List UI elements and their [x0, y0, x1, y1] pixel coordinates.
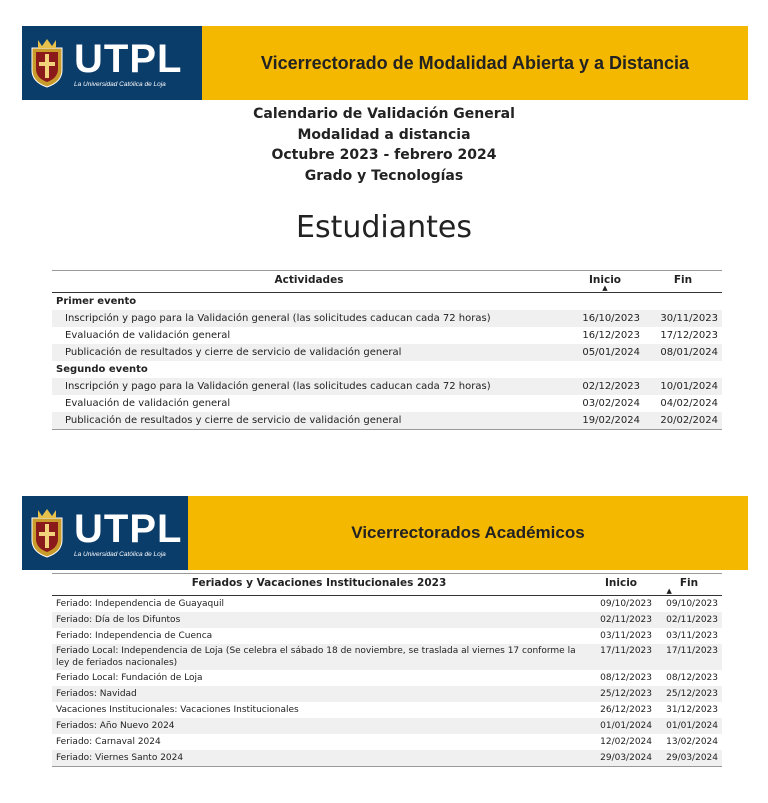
end-date-cell: 10/01/2024 [644, 378, 722, 395]
start-date-cell: 16/12/2023 [582, 330, 640, 341]
end-date-cell: 04/02/2024 [660, 398, 718, 409]
holiday-cell: Feriado: Viernes Santo 2024 [52, 750, 586, 767]
section-title: Estudiantes [296, 210, 472, 245]
students-table [52, 270, 722, 430]
bottom-banner [22, 496, 748, 570]
table-row [52, 378, 722, 395]
sort-ascending-icon[interactable]: ▲ [666, 587, 672, 595]
table-row [52, 412, 722, 430]
activity-cell: Evaluación de validación general [65, 398, 231, 409]
logo-subtitle: La Universidad Católica de Loja [74, 550, 166, 558]
end-date-cell: 02/11/2023 [656, 612, 722, 628]
logo-subtitle: La Universidad Católica de Loja [74, 80, 166, 88]
end-date-cell: 13/02/2024 [666, 737, 718, 747]
calendar-period: Octubre 2023 - febrero 2024 [271, 147, 497, 163]
start-date-cell: 01/01/2024 [586, 718, 656, 734]
start-date-cell: 02/12/2023 [566, 378, 644, 395]
holiday-cell: Feriado: Carnaval 2024 [56, 737, 161, 747]
utpl-logo [22, 26, 202, 100]
start-date-cell: 02/11/2023 [586, 612, 656, 628]
calendar-modality: Modalidad a distancia [297, 126, 471, 143]
table-row [52, 686, 722, 702]
start-date-cell: 16/10/2023 [566, 310, 644, 327]
table-row [52, 612, 722, 628]
calendar-level: Grado y Tecnologías [304, 167, 464, 184]
start-date-cell: 29/03/2024 [586, 750, 656, 767]
logo-wordmark: UTPL [74, 506, 183, 551]
holiday-cell: Feriado Local: Independencia de Loja (Se celebra el sábado 18 de noviembre, se traslada al viernes 17 conforme la ley de feriados nacionales) [52, 644, 586, 670]
table-row [52, 718, 722, 734]
holiday-cell: Feriados: Navidad [52, 686, 586, 702]
table-row-group [52, 293, 722, 311]
end-date-cell: 08/12/2023 [666, 673, 718, 683]
column-header-start[interactable]: Inicio [586, 574, 656, 596]
end-date-cell: 17/12/2023 [660, 330, 718, 341]
end-date-cell: 25/12/2023 [656, 686, 722, 702]
logo-wordmark: UTPL [74, 36, 183, 81]
end-date-cell: 30/11/2023 [644, 310, 722, 327]
start-date-cell: 05/01/2024 [566, 344, 644, 361]
start-date-cell: 09/10/2023 [600, 599, 652, 609]
banner-title: Vicerrectorado de Modalidad Abierta y a Distancia [260, 52, 690, 73]
group-label: Segundo evento [56, 364, 148, 375]
end-date-cell: 03/11/2023 [666, 631, 718, 641]
table-row [52, 644, 722, 670]
table-row [52, 327, 722, 344]
end-date-cell: 17/11/2023 [656, 644, 722, 670]
holiday-cell: Feriado: Día de los Difuntos [52, 612, 586, 628]
holidays-table [52, 573, 722, 767]
start-date-cell: 17/11/2023 [586, 644, 656, 670]
table-header-row [52, 574, 722, 596]
holiday-cell: Feriado: Independencia de Guayaquil [56, 599, 224, 609]
university-seal-icon [30, 38, 64, 88]
banner-title: Vicerrectorados Académicos [351, 523, 585, 542]
group-label: Primer evento [56, 296, 137, 307]
column-header-end[interactable]: Fin [644, 271, 722, 293]
table-header-row [52, 271, 722, 293]
holiday-cell: Feriados: Año Nuevo 2024 [52, 718, 586, 734]
column-header-activities[interactable]: Actividades [52, 271, 566, 293]
university-seal-icon [30, 508, 64, 558]
end-date-cell: 01/01/2024 [656, 718, 722, 734]
end-date-cell: 29/03/2024 [656, 750, 722, 767]
end-date-cell: 08/01/2024 [644, 344, 722, 361]
end-date-cell: 09/10/2023 [666, 599, 718, 609]
utpl-logo [22, 496, 188, 570]
start-date-cell: 03/02/2024 [582, 398, 640, 409]
column-header-start[interactable]: Inicio ▲ [566, 271, 644, 293]
table-row [52, 670, 722, 686]
table-row [52, 344, 722, 361]
top-banner [22, 26, 748, 100]
calendar-header [0, 104, 768, 186]
start-date-cell: 19/02/2024 [566, 412, 644, 430]
activity-cell: Inscripción y pago para la Validación general (las solicitudes caducan cada 72 horas) [52, 310, 566, 327]
activity-cell: Publicación de resultados y cierre de servicio de validación general [52, 344, 566, 361]
table-row [52, 395, 722, 412]
holiday-cell: Feriado Local: Fundación de Loja [56, 673, 203, 683]
start-date-cell: 26/12/2023 [600, 705, 652, 715]
end-date-cell: 31/12/2023 [666, 705, 718, 715]
holiday-cell: Vacaciones Institucionales: Vacaciones Institucionales [56, 705, 299, 715]
activity-cell: Inscripción y pago para la Validación general (las solicitudes caducan cada 72 horas) [52, 378, 566, 395]
end-date-cell: 20/02/2024 [644, 412, 722, 430]
column-header-end[interactable]: Fin ▲ [656, 574, 722, 596]
activity-cell: Evaluación de validación general [65, 330, 231, 341]
table-row [52, 596, 722, 613]
table-row [52, 628, 722, 644]
column-header-holidays[interactable]: Feriados y Vacaciones Institucionales 2023 [52, 574, 586, 596]
table-row [52, 750, 722, 767]
table-row [52, 310, 722, 327]
activity-cell: Publicación de resultados y cierre de servicio de validación general [52, 412, 566, 430]
start-date-cell: 08/12/2023 [600, 673, 652, 683]
sort-ascending-icon[interactable]: ▲ [602, 284, 608, 292]
calendar-title: Calendario de Validación General [253, 106, 515, 122]
start-date-cell: 12/02/2024 [600, 737, 652, 747]
holiday-cell: Feriado: Independencia de Cuenca [56, 631, 213, 641]
start-date-cell: 03/11/2023 [600, 631, 652, 641]
table-row-group [52, 361, 722, 378]
table-row [52, 734, 722, 750]
start-date-cell: 25/12/2023 [586, 686, 656, 702]
table-row [52, 702, 722, 718]
